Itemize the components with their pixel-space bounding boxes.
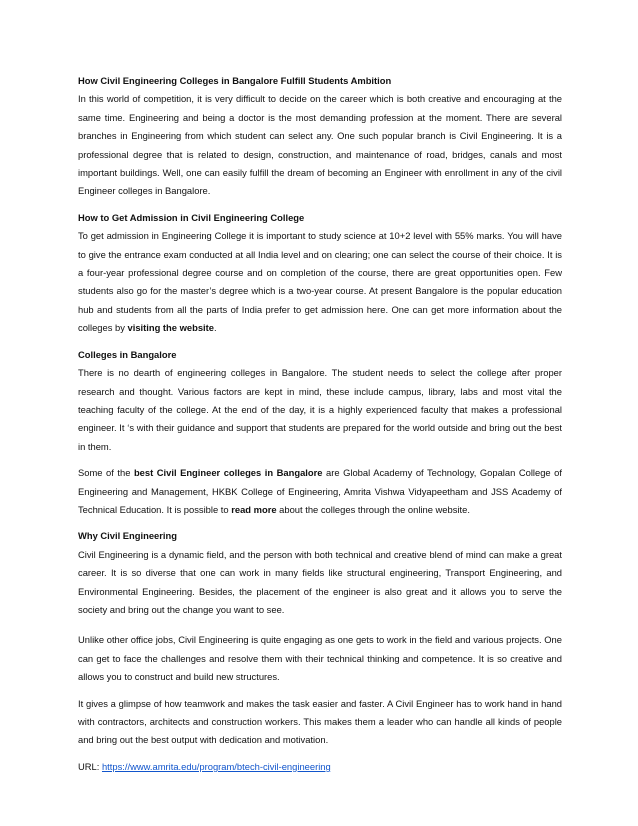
program-url-link[interactable]: https://www.amrita.edu/program/btech-civil-engineering	[101, 760, 331, 772]
url-line	[78, 758, 562, 776]
paragraph-admission	[78, 227, 562, 337]
paragraph-office-jobs: Unlike other office jobs, Civil Engineering is quite engaging as one gets to work in the field and various projects. One can get to face the challenges and resolve them with their technical thinking and competence. It is so creative and allows you to construct and build new structures.	[78, 634, 562, 683]
colleges-list-mid: are Global Academy of Technology, Gopalan College of Engineering and Management, HKBK College of Engineering, Amrita Vishwa Vidyapeetham and JSS Academy of Technical Education. It is possible to	[78, 467, 562, 515]
paragraph-ambition: In this world of competition, it is very difficult to decide on the career which is both creative and encouraging at the same time. Engineering and being a doctor is the most demanding profession at the moment. There are several branches in Engineering from which student can select any. One such popular branch is Civil Engineering. It is a professional degree that is related to design, construction, and maintenance of road, bridges, canals and most important buildings. Well, one can easily fulfill the dream of becoming an Engineer with enrollment in any of the civil Engineer colleges in Bangalore.	[78, 93, 562, 197]
best-colleges-link[interactable]: best Civil Engineer colleges in Bangalore	[133, 467, 323, 479]
section-heading-colleges: Colleges in Bangalore	[78, 348, 177, 360]
colleges-list-start: Some of the	[78, 467, 134, 479]
section-heading-ambition: How Civil Engineering Colleges in Bangalore Fulfill Students Ambition	[78, 75, 392, 86]
visiting-website-link[interactable]: visiting the website	[127, 322, 214, 334]
paragraph-why: Civil Engineering is a dynamic field, and the person with both technical and creative blend of mind can make a great career. It is so diverse that one can work in many fields like structural engineering, Transport Engineering, and Environmental Engineering. Besides, the placement of the engineer is also great and it allows you to serve the society and bring out the change you want to see.	[78, 548, 562, 615]
paragraph-admission-end: .	[214, 322, 217, 334]
paragraph-admission-text: To get admission in Engineering College it is important to study science at 10+2 level with 55% marks. You will have to give the entrance exam conducted at all India level and on clearing; one can select the course of their choice. It is a four-year professional degree course and on completion of the course, there are great opportunities open. Few students also go for the master’s degree which is a two-year course. At present Bangalore is the popular education hub and students from all the parts of India prefer to get admission here. One can get more information about the colleges by	[78, 230, 562, 334]
paragraph-colleges-list	[78, 464, 562, 519]
paragraph-colleges: There is no dearth of engineering colleges in Bangalore. The student needs to select the college after proper research and thought. Various factors are kept in mind, these include campus, library, labs and most vital the teaching faculty of the college. At the end of the day, it is a highly experienced faculty that makes a professional engineer. It ‘s with their guidance and support that students are prepared for the world outside and bring out the best in them.	[78, 367, 562, 452]
paragraph-teamwork: It gives a glimpse of how teamwork and makes the task easier and faster. A Civil Engineer has to work hand in hand with contractors, architects and construction workers. This makes them a leader who can handle all kinds of people and bring out the best output with dedication and motivation.	[78, 697, 562, 746]
document-page	[78, 72, 562, 776]
read-more-link[interactable]: read more	[231, 503, 277, 515]
section-heading-admission: How to Get Admission in Civil Engineering College	[78, 211, 305, 223]
url-label: URL:	[78, 760, 102, 772]
section-heading-why: Why Civil Engineering	[78, 530, 177, 542]
colleges-list-end: about the colleges through the online website.	[276, 503, 470, 515]
